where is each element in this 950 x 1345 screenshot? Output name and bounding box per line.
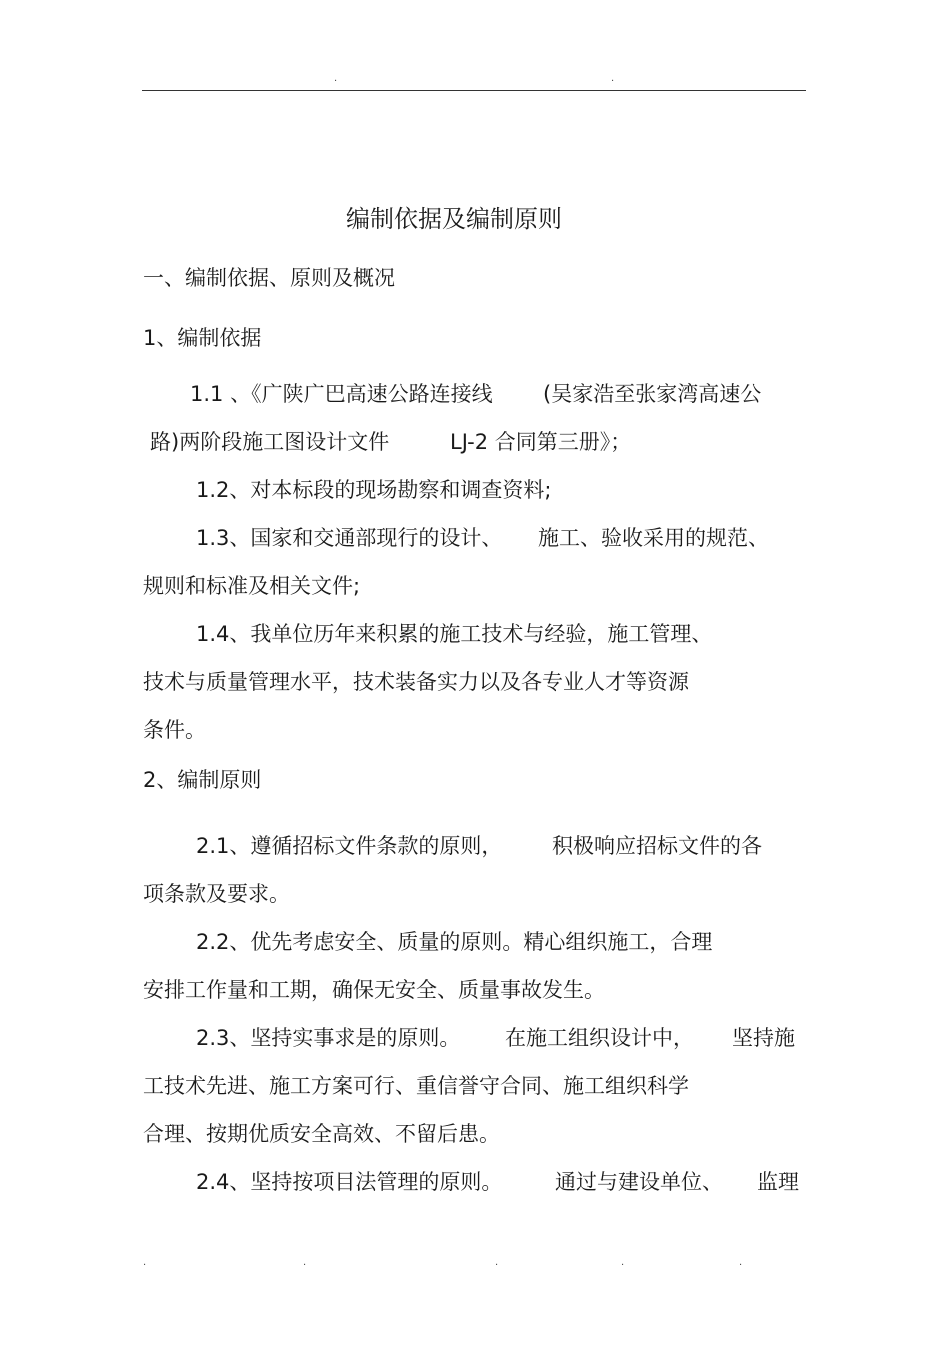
footer-dot: . xyxy=(495,1257,499,1268)
item-1-1-line2b: LJ-2 合同第三册》； xyxy=(450,430,632,454)
item-1-1-line2a: 路)两阶段施工图设计文件 xyxy=(150,430,390,454)
item-2-1-line1a: 2.1、遵循招标文件条款的原则， xyxy=(196,834,503,858)
header-dot-right: . xyxy=(611,73,615,84)
header-rule xyxy=(142,90,806,91)
item-2-4-line1b: 通过与建设单位、 xyxy=(555,1170,723,1194)
subsection-heading-basis: 1、编制依据 xyxy=(143,326,262,350)
item-2-2-line2: 安排工作量和工期，确保无安全、质量事故发生。 xyxy=(143,978,605,1002)
item-1-3-line1b: 施工、验收采用的规范、 xyxy=(538,526,769,550)
item-2-3-line2: 工技术先进、施工方案可行、重信誉守合同、施工组织科学 xyxy=(143,1074,689,1098)
item-2-3-line3: 合理、按期优质安全高效、不留后患。 xyxy=(143,1122,500,1146)
item-2-3-line1b: 在施工组织设计中， xyxy=(505,1026,694,1050)
subsection-heading-principles: 2、编制原则 xyxy=(143,768,262,792)
footer-dot: . xyxy=(739,1257,743,1268)
footer-dot: . xyxy=(303,1257,307,1268)
item-1-4-line1: 1.4、我单位历年来积累的施工技术与经验，施工管理、 xyxy=(196,622,713,646)
item-1-1-line1b: (吴家浩至张家湾高速公 xyxy=(543,382,762,406)
item-2-3-line1a: 2.3、坚持实事求是的原则。 xyxy=(196,1026,461,1050)
page-title: 编制依据及编制原则 xyxy=(346,205,562,233)
item-2-4-line1a: 2.4、坚持按项目法管理的原则。 xyxy=(196,1170,503,1194)
item-1-4-line2: 技术与质量管理水平，技术装备实力以及各专业人才等资源 xyxy=(143,670,689,694)
item-2-1-line1b: 积极响应招标文件的各 xyxy=(552,834,762,858)
section-heading: 一、编制依据、原则及概况 xyxy=(143,266,395,290)
item-1-4-line3: 条件。 xyxy=(143,718,206,742)
item-2-3-line1c: 坚持施 xyxy=(732,1026,795,1050)
footer-dot: . xyxy=(621,1257,625,1268)
item-1-3-line2: 规则和标准及相关文件; xyxy=(143,574,361,598)
item-1-3-line1a: 1.3、国家和交通部现行的设计、 xyxy=(196,526,503,550)
item-2-1-line2: 项条款及要求。 xyxy=(143,882,290,906)
item-2-2-line1: 2.2、优先考虑安全、质量的原则。精心组织施工，合理 xyxy=(196,930,713,954)
item-1-2: 1.2、对本标段的现场勘察和调查资料; xyxy=(196,478,552,502)
footer-dot: . xyxy=(143,1257,147,1268)
item-1-1-line1a: 1.1 、《广陕广巴高速公路连接线 xyxy=(190,382,493,406)
header-dot-left: . xyxy=(334,73,338,84)
item-2-4-line1c: 监理 xyxy=(757,1170,799,1194)
